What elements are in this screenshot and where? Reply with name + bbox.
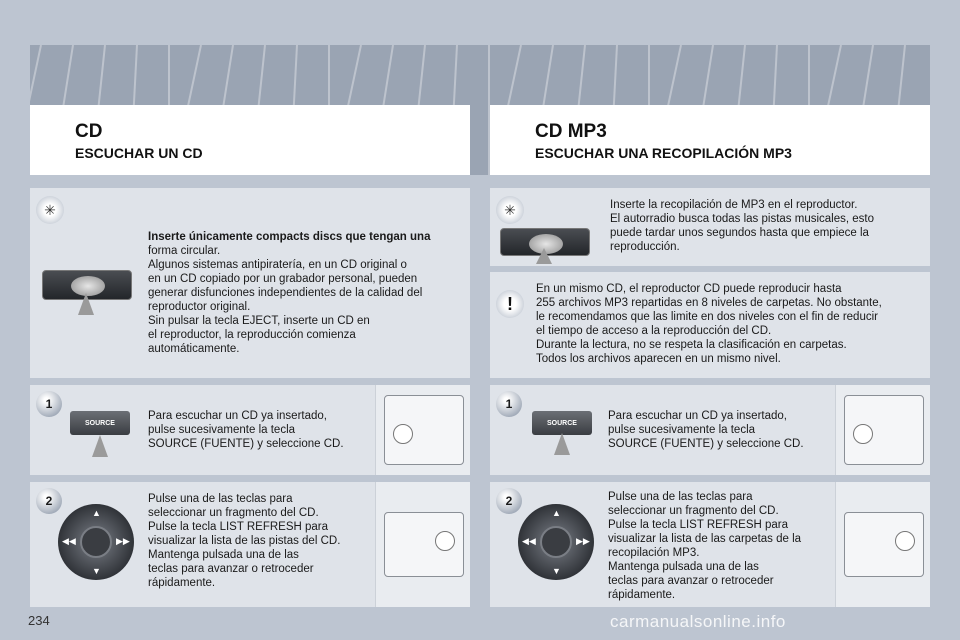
dpad-illustration: ▲ ▼ ◀◀ ▶▶ <box>518 504 594 580</box>
radio-panel-illustration <box>835 385 930 475</box>
left-info-text <box>148 230 464 356</box>
step-line: Pulse una de las teclas para <box>608 491 753 503</box>
left-subtitle: ESCUCHAR UN CD <box>75 145 203 161</box>
right-info-box <box>490 188 930 266</box>
left-title: CD <box>75 121 103 142</box>
step-line: Para escuchar un CD ya insertado, <box>608 410 787 422</box>
left-info-line: generar disfunciones independientes de la calidad del <box>148 287 423 299</box>
step-line: teclas para avanzar o retroceder <box>148 563 314 575</box>
radio-panel-illustration <box>835 482 930 607</box>
info-line: reproducción. <box>610 241 680 253</box>
left-step1-box <box>30 385 470 475</box>
step-number-badge: 1 <box>36 391 62 417</box>
step-line: seleccionar un fragmento del CD. <box>148 507 319 519</box>
step-line: SOURCE (FUENTE) y seleccione CD. <box>608 438 804 450</box>
step-line: rápidamente. <box>148 577 216 589</box>
insert-arrow-icon <box>536 248 552 264</box>
step-number-badge: 1 <box>496 391 522 417</box>
step-line: Para escuchar un CD ya insertado, <box>148 410 327 422</box>
right-step1-box <box>490 385 930 475</box>
warning-line: el tiempo de acceso a la reproducción del CD. <box>536 325 772 337</box>
press-arrow-icon <box>92 435 108 457</box>
left-info-line: Sin pulsar la tecla EJECT, inserte un CD en <box>148 315 370 327</box>
step-line: teclas para avanzar o retroceder <box>608 575 774 587</box>
step-line: pulse sucesivamente la tecla <box>608 424 756 436</box>
step-line: SOURCE (FUENTE) y seleccione CD. <box>148 438 344 450</box>
source-button-illustration: SOURCE <box>70 411 130 435</box>
insert-arrow-icon <box>78 293 94 315</box>
left-info-line: forma circular. <box>148 245 221 257</box>
right-info-text <box>610 198 926 254</box>
right-subtitle: ESCUCHAR UNA RECOPILACIÓN MP3 <box>535 145 792 161</box>
warning-line: 255 archivos MP3 repartidas en 8 niveles de carpetas. No obstante, <box>536 297 882 309</box>
step-number-badge: 2 <box>496 488 522 514</box>
sun-info-icon: ✳ <box>36 196 64 224</box>
left-info-line: reproductor original. <box>148 301 251 313</box>
radio-panel-illustration <box>375 385 470 475</box>
step-line: seleccionar un fragmento del CD. <box>608 505 779 517</box>
step-line: Pulse una de las teclas para <box>148 493 293 505</box>
left-info-line: el reproductor, la reproducción comienza <box>148 329 356 341</box>
step-line: Mantenga pulsada una de las <box>148 549 299 561</box>
right-title: CD MP3 <box>535 121 607 142</box>
right-step2-box <box>490 482 930 607</box>
left-info-line: en un CD copiado por un grabador personal, pueden <box>148 273 418 285</box>
warning-line: En un mismo CD, el reproductor CD puede reproducir hasta <box>536 283 842 295</box>
left-info-box <box>30 188 470 378</box>
step-line: rápidamente. <box>608 589 676 601</box>
watermark: carmanualsonline.info <box>610 612 786 631</box>
press-arrow-icon <box>554 433 570 455</box>
left-info-line: Algunos sistemas antipiratería, en un CD original o <box>148 259 407 271</box>
warning-icon: ! <box>496 290 524 318</box>
right-warning-text <box>536 282 926 366</box>
source-button-illustration: SOURCE <box>532 411 592 435</box>
sun-info-icon: ✳ <box>496 196 524 224</box>
info-line: Inserte la recopilación de MP3 en el reproductor. <box>610 199 858 211</box>
left-info-line: automáticamente. <box>148 343 240 355</box>
step-line: pulse sucesivamente la tecla <box>148 424 296 436</box>
left-step1-text <box>148 409 378 451</box>
page-number: 234 <box>28 613 50 628</box>
right-section-header <box>490 105 930 175</box>
warning-line: Durante la lectura, no se respeta la clasificación en carpetas. <box>536 339 847 351</box>
right-warning-box <box>490 272 930 378</box>
left-info-bold-line: Inserte únicamente compacts discs que tengan una <box>148 231 431 243</box>
step-number-badge: 2 <box>36 488 62 514</box>
left-step2-text <box>148 492 388 590</box>
dpad-illustration: ▲ ▼ ◀◀ ▶▶ <box>58 504 134 580</box>
info-line: puede tardar unos segundos hasta que empiece la <box>610 227 869 239</box>
step-line: visualizar la lista de las pistas del CD. <box>148 535 341 547</box>
warning-line: le recomendamos que las limite en dos niveles con el fin de reducir <box>536 311 878 323</box>
left-step2-box <box>30 482 470 607</box>
left-section-header <box>30 105 470 175</box>
right-step1-text <box>608 409 838 451</box>
step-line: Mantenga pulsada una de las <box>608 561 759 573</box>
step-line: visualizar la lista de las carpetas de la <box>608 533 802 545</box>
step-line: Pulse la tecla LIST REFRESH para <box>608 519 789 531</box>
right-step2-text <box>608 490 838 602</box>
warning-line: Todos los archivos aparecen en un mismo nivel. <box>536 353 781 365</box>
step-line: recopilación MP3. <box>608 547 700 559</box>
step-line: Pulse la tecla LIST REFRESH para <box>148 521 329 533</box>
radio-panel-illustration <box>375 482 470 607</box>
info-line: El autorradio busca todas las pistas musicales, esto <box>610 213 874 225</box>
